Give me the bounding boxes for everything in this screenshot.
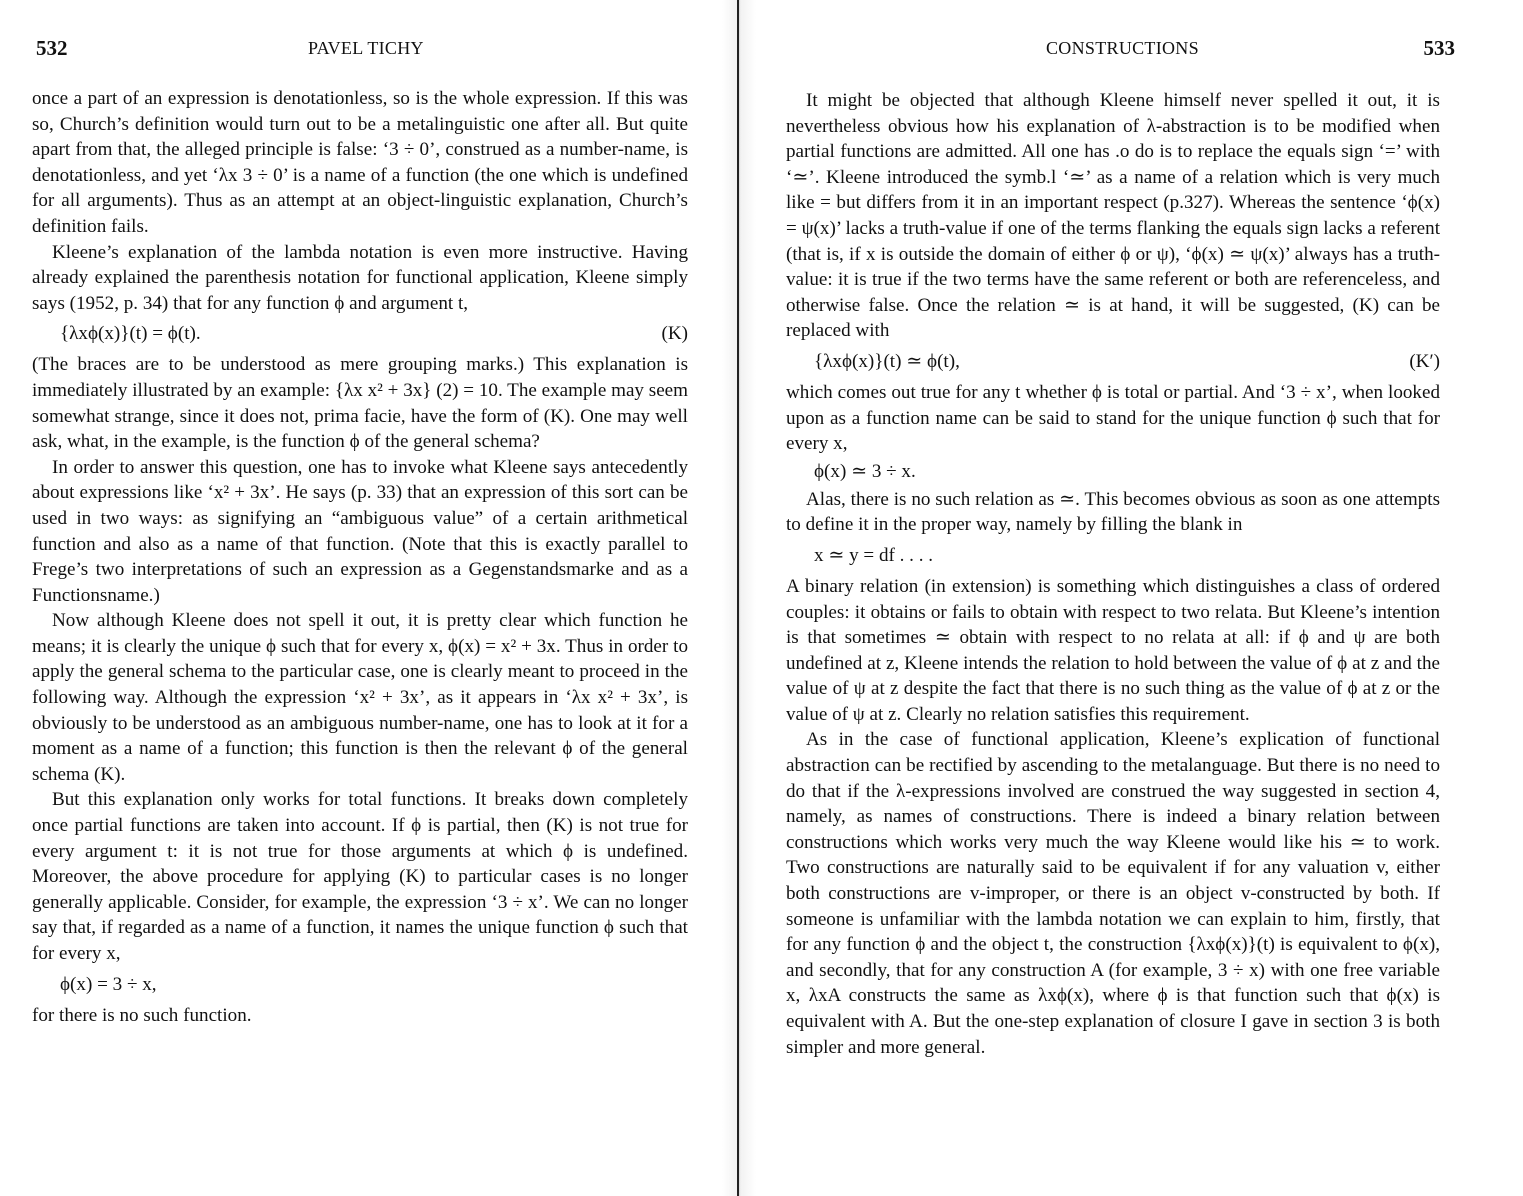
paragraph: which comes out true for any t whether ϕ is total or partial. And ‘3 ÷ x’, when looked upon as a function name can be said to stand for the unique function ϕ such that for every x, (786, 381, 1440, 455)
formula-tag: (K) (661, 323, 688, 345)
paragraph: Alas, there is no such relation as ≃. This becomes obvious as soon as one attempts to define it in the proper way, namely by filling the blank in (786, 488, 1440, 536)
paragraph: But this explanation only works for total functions. It breaks down completely once partial functions are taken into account. If ϕ is partial, then (K) is not true for every argument t: it is not true for those arguments at which ϕ is undefined. Moreover, the above procedure for applying (K) to particular cases is no longer generally applicable. Consider, for example, the expression ‘3 ÷ x’. We can no longer say that, if regarded as a name of a function, it names the unique function ϕ such that for every x, (32, 789, 688, 964)
paragraph: (The braces are to be understood as mere grouping marks.) This explanation is immediately illustrated by an example: {λx x² + 3x} (2) = 10. The example may seem somewhat strange, since it does not, prima facie, have the form of (K). One may well ask, what, in the example, is the function ϕ of the general schema? (32, 354, 688, 453)
paragraph: A binary relation (in extension) is something which distinguishes a class of ordered couples: it obtains or fails to obtain with respect to two relata. But Kleene’s intention is that sometimes ≃ obtain with respect to no relata at all: if ϕ and ψ are both undefined at z, Kleene intends the relation to hold between the value of ϕ at z and the value of ψ at z despite the fact that there is no such thing as the value of ϕ at z or the value of ψ at z. Clearly no relation satisfies this requirement. (786, 575, 1440, 725)
formula-expression: ϕ(x) ≃ 3 ÷ x. (814, 460, 916, 482)
paragraph: As in the case of functional application, Kleene’s explication of functional abstraction can be rectified by ascending to the metalanguage. But there is no need to do that if the λ-expressions involved are construed the way suggested in section 4, namely, as names of constructions. There is indeed a binary relation between constructions which works very much the way Kleene would like his ≃ to work. Two constructions are naturally said to be equivalent if for any valuation v, either both constructions are v-improper, or there is an object v-constructed by both. If someone is unfamiliar with the lambda notation we can explain to him, firstly, that for any function ϕ and the object t, the construction {λxϕ(x)}(t) is equivalent to ϕ(x), and secondly, that for any construction A (for example, 3 ÷ x) with one free variable x, λxA constructs the same as λxϕ(x), where ϕ is that function such that ϕ(x) is equivalent with A. But the one-step explanation of closure I gave in section 3 is both simpler and more general. (786, 729, 1440, 1058)
paragraph: Now although Kleene does not spell it out, it is pretty clear which function he means; it is clearly the unique ϕ such that for every x, ϕ(x) = x² + 3x. Thus in order to apply the general schema to the particular case, one is clearly meant to proceed in the following way. Although the expression ‘x² + 3x’, as it appears in ‘λx x² + 3x’, is obviously to be understood as an ambiguous number-name, one has to look at it for a moment as a name of a function; this function is then the relevant ϕ of the general schema (K). (32, 610, 688, 785)
formula-expression: x ≃ y = df . . . . (814, 544, 934, 566)
page-number: 532 (36, 36, 68, 60)
formula-expression: ϕ(x) = 3 ÷ x, (60, 973, 157, 995)
paragraph: once a part of an expression is denotationless, so is the whole expression. If this was so, Church’s definition would turn out to be a metalinguistic one after all. But quite apart from that, the alleged principle is false: ‘3 ÷ 0’, construed as a number-name, is denotationless, and yet ‘λx 3 ÷ 0’ is a name of a function (the one which is undefined for all arguments). Thus as an attempt at an object-linguistic explanation, Church’s definition fails. (32, 88, 688, 237)
paragraph: Kleene’s explanation of the lambda notation is even more instructive. Having already explained the parenthesis notation for functional application, Kleene simply says (1952, p. 34) that for any function ϕ and argument t, (32, 241, 688, 314)
formula-k-prime (786, 344, 1440, 380)
right-page (748, 0, 1523, 1196)
formula-k (32, 316, 688, 352)
left-body-text (32, 86, 688, 1028)
formula-expression: {λxϕ(x)}(t) = ϕ(t). (60, 323, 201, 345)
left-page (0, 0, 740, 1196)
formula-tag: (K′) (1409, 350, 1440, 372)
page-number: 533 (1423, 36, 1455, 60)
formula-phi (32, 967, 688, 1003)
formula-definition (786, 538, 1440, 574)
formula-phi (786, 457, 1440, 487)
running-head-author: PAVEL TICHY (308, 38, 424, 58)
running-head-title: CONSTRUCTIONS (1046, 38, 1199, 58)
paragraph: for there is no such function. (32, 1004, 252, 1026)
paragraph: It might be objected that although Kleene himself never spelled it out, it is nevertheless obvious how his explanation of λ-abstraction is to be modified when partial functions are admitted. All one has .o do is to replace the equals sign ‘=’ with ‘≃’. Kleene introduced the symb.l ‘≃’ as a name of a relation which is very much like = but differs from it in an important respect (p.327). Whereas the sentence ‘ϕ(x) = ψ(x)’ lacks a truth-value if one of the terms flanking the equals sign lacks a referent (that is, if x is outside the domain of either ϕ or ψ), ‘ϕ(x) ≃ ψ(x)’ always has a truth-value: it is true if the two terms have the same referent or both are referenceless, and otherwise false. Once the relation ≃ is at hand, it will be suggested, (K) can be replaced with (786, 90, 1440, 342)
paragraph: In order to answer this question, one has to invoke what Kleene says antecedently about expressions like ‘x² + 3x’. He says (p. 33) that an expression of this sort can be used in two ways: as signifying an “ambiguous value” of a certain arithmetical function and also as a name of that function. (Note that this is exactly parallel to Frege’s two interpretations of such an expression as a Gegenstandsmarke and as a Functionsname.) (32, 456, 688, 606)
right-body-text (786, 88, 1440, 1060)
formula-expression: {λxϕ(x)}(t) ≃ ϕ(t), (814, 350, 960, 372)
